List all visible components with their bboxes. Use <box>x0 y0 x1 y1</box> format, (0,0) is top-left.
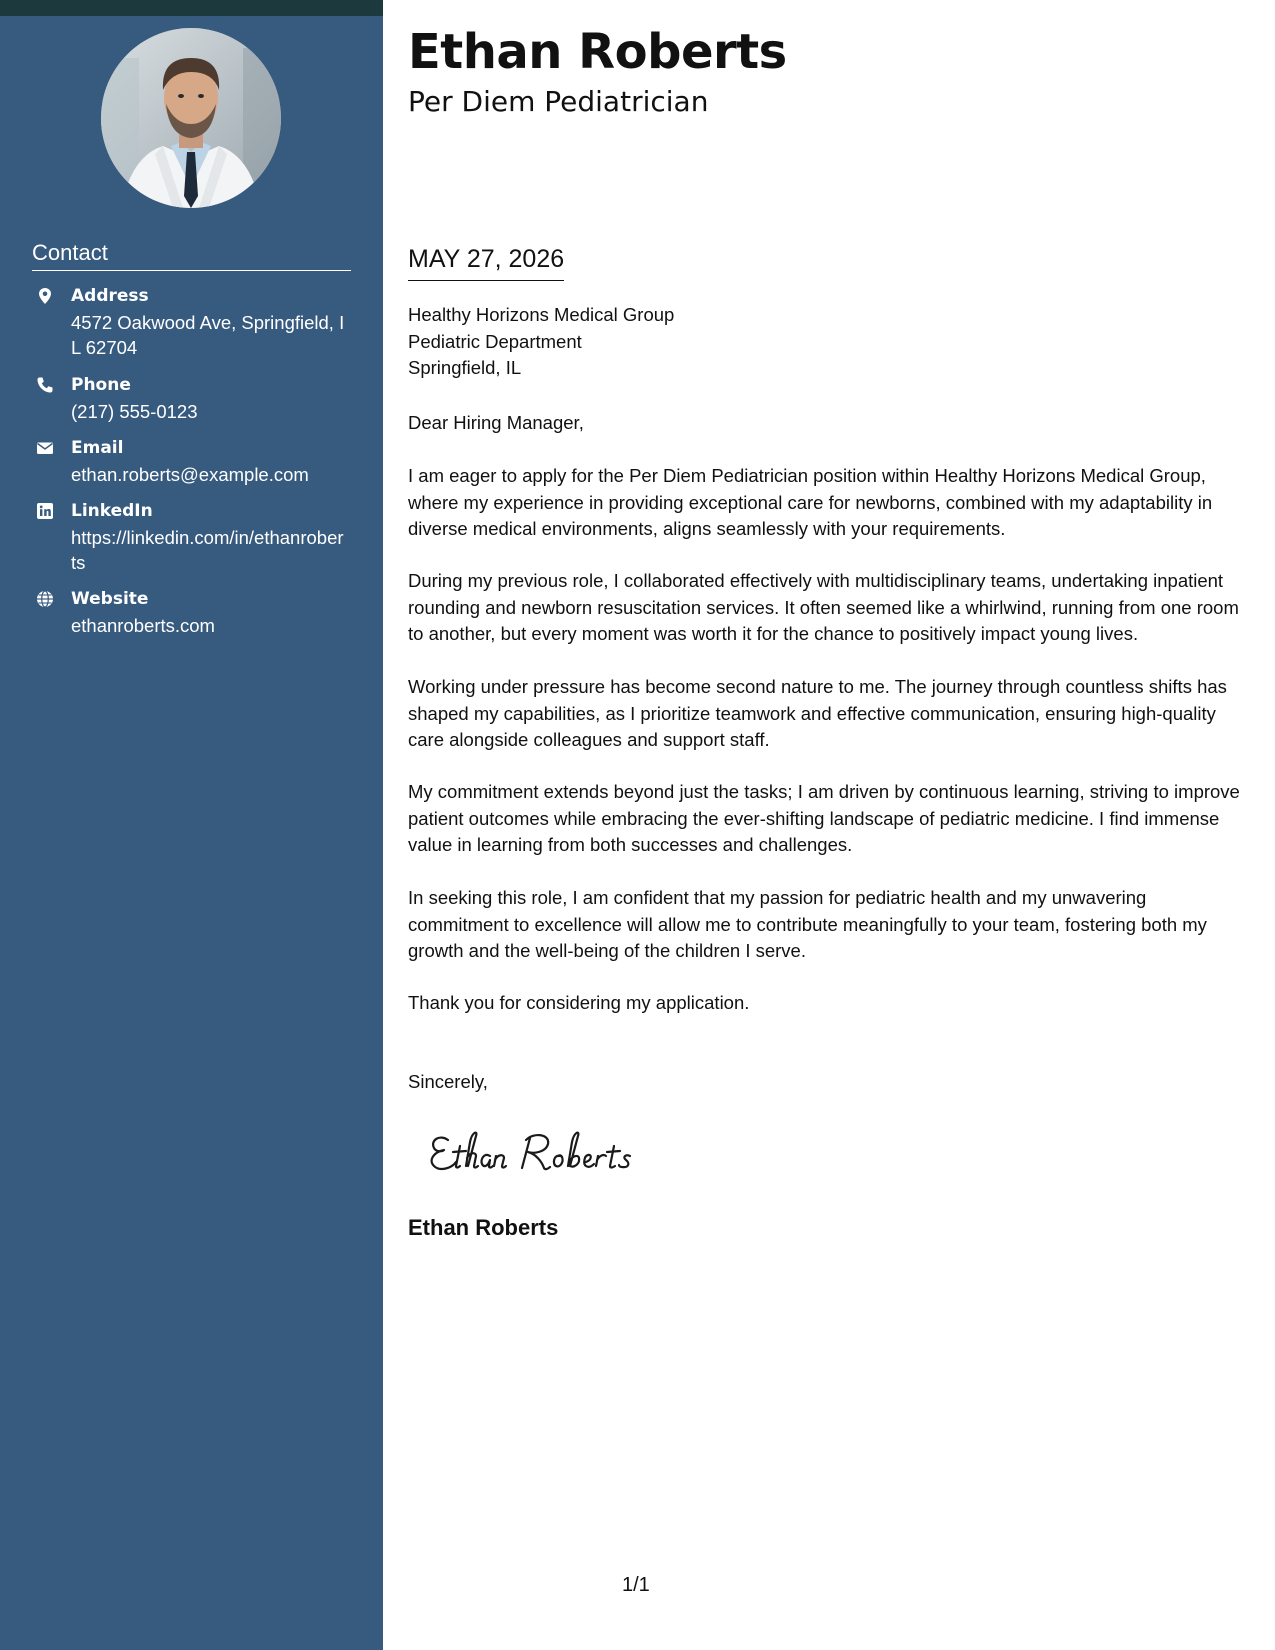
sidebar <box>0 0 383 1650</box>
address-value: 4572 Oakwood Ave, Springfield, IL 62704 <box>71 312 345 358</box>
letter-date: MAY 27, 2026 <box>408 244 564 281</box>
closing: Sincerely, <box>408 1071 488 1092</box>
email-label: Email <box>71 438 124 458</box>
phone-value[interactable]: (217) 555-0123 <box>71 401 198 422</box>
linkedin-label: LinkedIn <box>71 501 153 521</box>
thanks-line: Thank you for considering my application. <box>408 992 750 1013</box>
handwritten-signature <box>426 1122 656 1182</box>
linkedin-value[interactable]: https://linkedin.com/in/ethanroberts <box>71 527 344 573</box>
salutation: Dear Hiring Manager, <box>408 412 584 433</box>
email-value[interactable]: ethan.roberts@example.com <box>71 464 309 485</box>
paragraph: I am eager to apply for the Per Diem Pediatrician position within Healthy Horizons Medical Group, where my experience in providing exceptional care for newborns, combined with my adaptability in diverse medical environments, aligns seamlessly with your requirements. <box>408 465 1213 539</box>
phone-label: Phone <box>71 375 131 395</box>
paragraph: Working under pressure has become second nature to me. The journey through countless shifts has shaped my capabilities, as I prioritize teamwork and effective communication, ensuring high-quality care alongside colleagues and support staff. <box>408 676 1227 750</box>
job-title: Per Diem Pediatrician <box>408 85 709 118</box>
envelope-icon <box>36 439 54 457</box>
sidebar-top-bar <box>0 0 383 16</box>
phone-icon <box>36 376 54 394</box>
globe-icon <box>36 590 54 608</box>
profile-photo <box>101 28 281 208</box>
website-value[interactable]: ethanroberts.com <box>71 615 215 636</box>
paragraph: My commitment extends beyond just the tasks; I am driven by continuous learning, striving to improve patient outcomes while embracing the ever-shifting landscape of pediatric medicine. I find immense value in learning from both successes and challenges. <box>408 781 1240 855</box>
avatar <box>101 28 281 208</box>
linkedin-icon <box>36 502 54 520</box>
applicant-name: Ethan Roberts <box>408 24 787 80</box>
map-pin-icon <box>36 287 54 305</box>
recipient-line: Springfield, IL <box>408 357 522 378</box>
recipient-line: Pediatric Department <box>408 330 582 352</box>
signed-name: Ethan Roberts <box>408 1215 559 1240</box>
website-label: Website <box>71 589 149 609</box>
paragraph: During my previous role, I collaborated effectively with multidisciplinary teams, undertaking inpatient rounding and newborn resuscitation services. It often seemed like a whirlwind, running from one room to another, but every moment was worth it for the chance to positively impact young lives. <box>408 570 1239 644</box>
recipient-block <box>408 302 674 382</box>
address-label: Address <box>71 286 149 306</box>
contact-heading: Contact <box>32 240 351 271</box>
paragraph: In seeking this role, I am confident that my passion for pediatric health and my unwavering commitment to excellence will allow me to contribute meaningfully to your team, fostering both my growth and the well-being of the children I serve. <box>408 887 1207 961</box>
page-number: 1/1 <box>622 1574 650 1596</box>
recipient-line: Healthy Horizons Medical Group <box>408 304 675 325</box>
